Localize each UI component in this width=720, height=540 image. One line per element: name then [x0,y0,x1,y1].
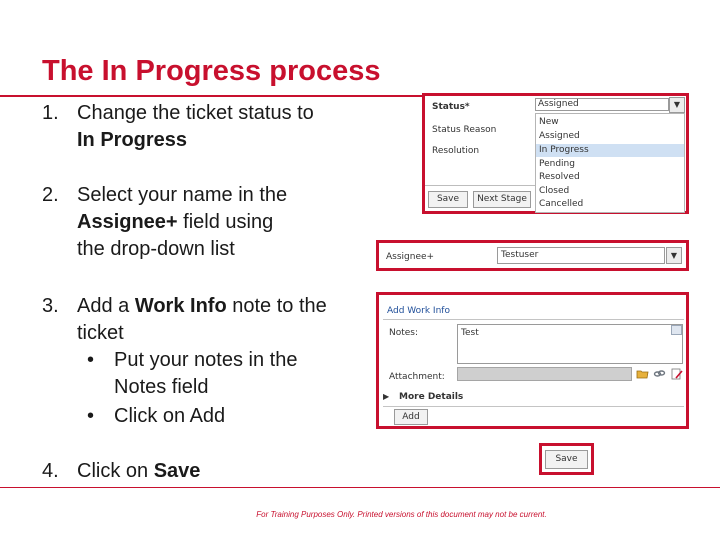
work-info-panel [376,292,689,429]
status-option-new[interactable]: New [539,117,559,127]
work-info-title: Add Work Info [387,306,450,316]
step-text: Select your name in the Assignee+ field using the drop-down list [77,184,288,260]
assignee-select-value: Testuser [501,250,539,260]
chevron-down-icon[interactable]: ▼ [666,247,682,264]
page-title: The In Progress process [42,55,381,87]
step-text: Click on Save [77,460,201,482]
divider [383,319,684,320]
save-button[interactable]: Save [428,191,468,208]
step-3: 3. Add a Work Info note to the ticket • Put your notes in the Notes field • Click on Add [42,293,382,433]
status-option-in-progress[interactable]: In Progress [536,144,684,157]
step-number: 1. [42,102,59,124]
divider [383,406,684,407]
remove-attachment-icon[interactable] [670,367,683,380]
status-select-value: Assigned [538,99,579,109]
step-1 [42,100,382,156]
step-number: 3. [42,295,59,317]
notes-label: Notes: [389,328,419,338]
status-dropdown-list [535,113,685,213]
assignee-label: Assignee+ [386,252,435,262]
status-option-closed[interactable]: Closed [539,186,570,196]
notes-field-value: Test [461,328,479,338]
step-text: Change the ticket status to In Progress [77,102,314,151]
title-underline [0,95,438,97]
bullet-dot: • [87,349,95,371]
status-option-resolved[interactable]: Resolved [539,172,580,182]
step-2 [42,182,382,264]
assignee-panel [376,240,689,271]
next-stage-button[interactable]: Next Stage [473,191,531,208]
attachment-label: Attachment: [389,372,445,382]
more-details-link[interactable]: More Details [399,392,464,402]
expand-icon[interactable] [671,325,682,335]
status-panel [422,93,689,214]
save-button[interactable]: Save [545,450,588,469]
notes-field[interactable] [457,324,683,364]
resolution-label: Resolution [432,146,480,156]
step-4 [42,458,382,486]
footer-disclaimer: For Training Purposes Only. Printed versions of this document may not be current. [256,510,547,519]
expand-arrow-icon[interactable]: ▶ [383,392,390,401]
status-option-cancelled[interactable]: Cancelled [539,199,584,209]
link-icon[interactable] [653,367,666,380]
step-number: 2. [42,184,59,206]
assignee-select[interactable] [497,247,665,264]
add-button[interactable]: Add [394,409,428,425]
chevron-down-icon[interactable]: ▼ [669,97,685,113]
step-number: 4. [42,460,59,482]
bullet-dot: • [87,405,95,427]
footer-rule [0,487,720,488]
status-option-pending[interactable]: Pending [539,159,575,169]
save-button-callout [539,443,594,475]
attachment-field[interactable] [457,367,632,381]
step-text: Add a Work Info note to the ticket [77,295,327,344]
status-option-assigned[interactable]: Assigned [539,131,580,141]
status-reason-label: Status Reason [432,125,497,135]
folder-icon[interactable] [636,367,649,380]
status-select[interactable] [535,98,669,111]
divider [425,185,535,186]
status-label: Status* [432,102,470,112]
